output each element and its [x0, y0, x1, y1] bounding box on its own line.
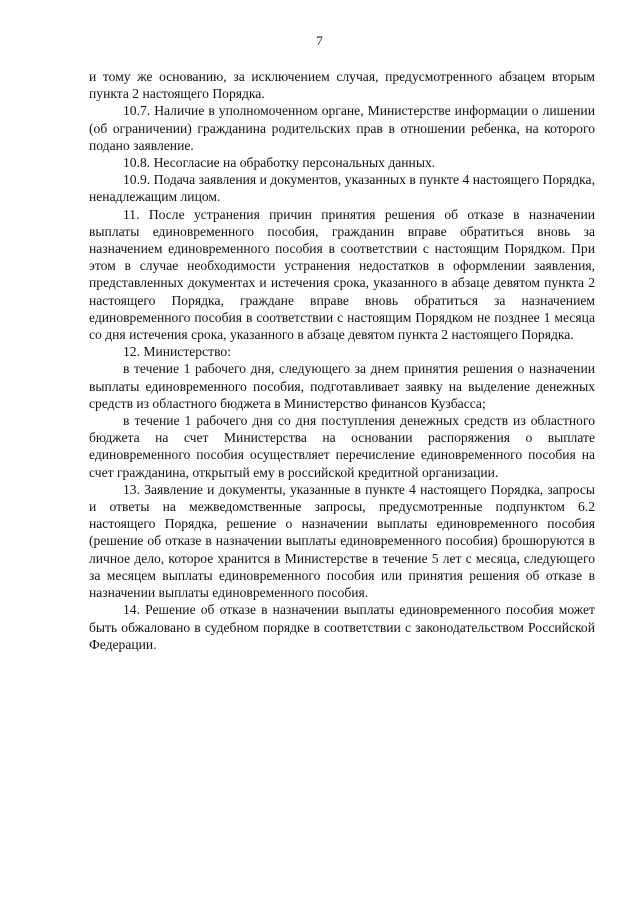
paragraph-10-9: 10.9. Подача заявления и документов, указанных в пункте 4 настоящего Порядка, ненадлежащим лицом. — [89, 172, 595, 205]
paragraph-12-item-1: в течение 1 рабочего дня, следующего за днем принятия решения о назначении выплаты единовременного пособия, подготавливает заявку на выделение денежных средств из областного бюджета в Министерство финансов Кузбасса; — [89, 361, 595, 411]
document-body — [89, 68, 595, 653]
page-number: 7 — [316, 33, 323, 48]
paragraph-13: 13. Заявление и документы, указанные в пункте 4 настоящего Порядка, запросы и ответы на межведомственные запросы, предусмотренные подпунктом 6.2 настоящего Порядка, решение о назначении выплаты единовременного пособия (решение об отказе в назначении выплаты единовременного пособия) брошюруются в личное дело, которое хранится в Министерстве в течение 5 лет с месяца, следующего за месяцем выплаты единовременного пособия или принятия решения об отказе в назначении выплаты единовременного пособия. — [89, 481, 595, 601]
paragraph-11: 11. После устранения причин принятия решения об отказе в назначении выплаты единовременного пособия, гражданин вправе обратиться вновь за назначением единовременного пособия в соответствии с настоящим Порядком. При этом в случае необходимости устранения недостатков в оформлении заявления, представленных документах и истечения срока, указанного в абзаце девятом пункта 2 настоящего Порядка, граждане вправе вновь обратиться за назначением единовременного пособия в соответствии с настоящим Порядком не позднее 1 месяца со дня истечения срока, указанного в абзаце девятом пункта 2 настоящего Порядка. — [89, 206, 595, 343]
paragraph-10-8: 10.8. Несогласие на обработку персональных данных. — [123, 155, 436, 171]
paragraph-continuation: и тому же основанию, за исключением случая, предусмотренного абзацем вторым пункта 2 настоящего Порядка. — [89, 69, 595, 102]
paragraph-12-item-2: в течение 1 рабочего дня со дня поступления денежных средств из областного бюджета на счет Министерства на основании распоряжения о выплате единовременного пособия осуществляет перечисление единовременного пособия на счет гражданина, открытый ему в российской кредитной организации. — [89, 413, 595, 480]
paragraph-10-7: 10.7. Наличие в уполномоченном органе, Министерстве информации о лишении (об ограничении) гражданина родительских прав в отношении ребенка, на которого подано заявление. — [89, 103, 595, 153]
paragraph-14: 14. Решение об отказе в назначении выплаты единовременного пособия может быть обжаловано в судебном порядке в соответствии с законодательством Российской Федерации. — [89, 602, 595, 652]
paragraph-12: 12. Министерство: — [123, 344, 231, 360]
